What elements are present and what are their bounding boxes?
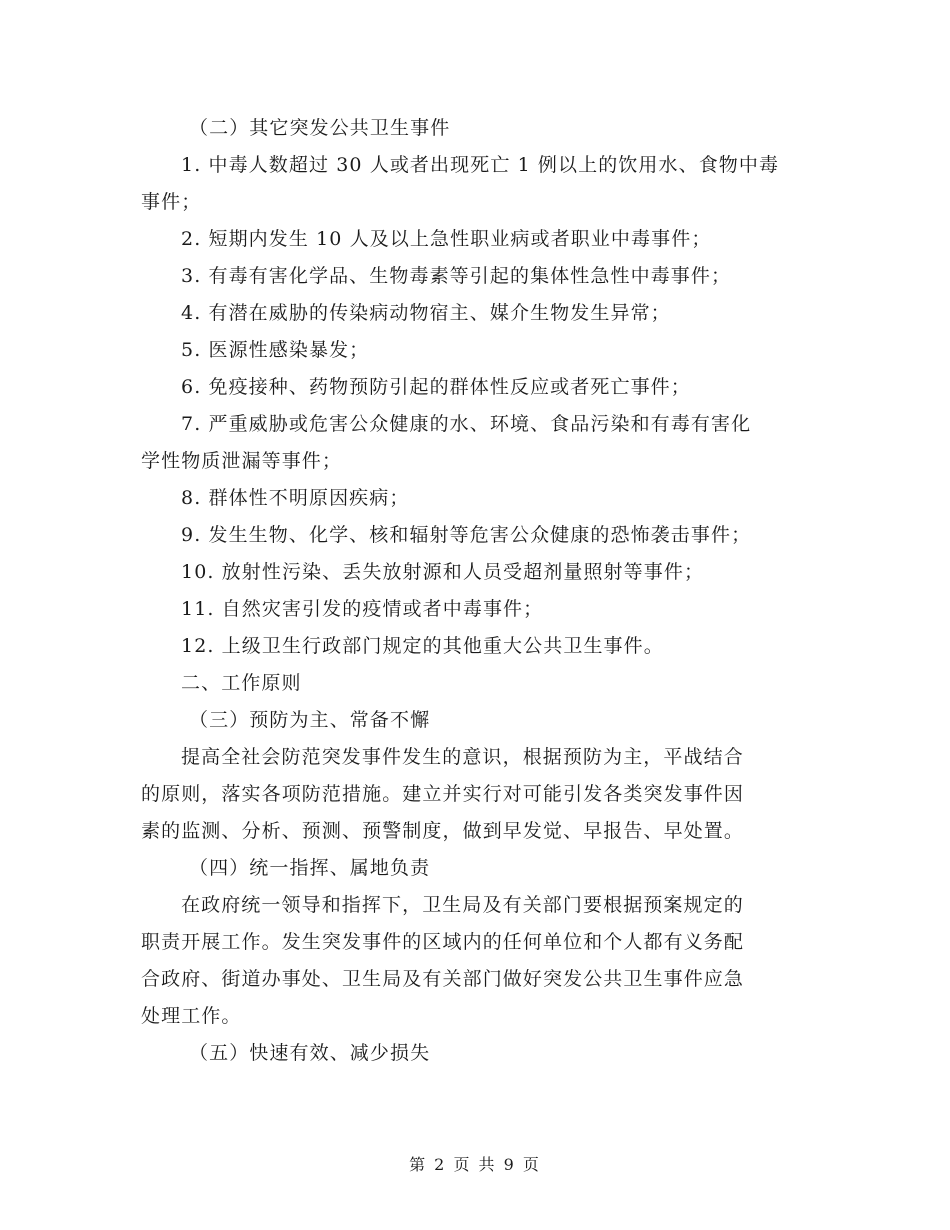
text-line: 10. 放射性污染、丢失放射源和人员受超剂量照射等事件； <box>181 561 705 583</box>
document-body <box>141 110 809 1072</box>
text-line: 处理工作。 <box>141 1005 242 1027</box>
text-line: 9. 发生生物、化学、核和辐射等危害公众健康的恐怖袭击事件； <box>181 524 752 546</box>
text-line: 2. 短期内发生 10 人及以上急性职业病或者职业中毒事件； <box>181 228 712 250</box>
text-line: （五）快速有效、减少损失 <box>189 1042 431 1064</box>
text-line: 1. 中毒人数超过 30 人或者出现死亡 1 例以上的饮用水、食物中毒 <box>181 154 780 176</box>
text-line: 12. 上级卫生行政部门规定的其他重大公共卫生事件。 <box>181 635 664 657</box>
text-line: 11. 自然灾害引发的疫情或者中毒事件； <box>181 598 544 620</box>
text-line: 3. 有毒有害化学品、生物毒素等引起的集体性急性中毒事件； <box>181 265 732 287</box>
text-line: 5. 医源性感染暴发； <box>181 339 370 361</box>
text-line: 职责开展工作。发生突发事件的区域内的任何单位和个人都有义务配 <box>141 931 745 953</box>
text-line: 事件； <box>141 191 202 213</box>
text-line: 学性物质泄漏等事件； <box>141 450 343 472</box>
text-line: （二）其它突发公共卫生事件 <box>189 117 451 139</box>
text-line: 6. 免疫接种、药物预防引起的群体性反应或者死亡事件； <box>181 376 691 398</box>
text-line: 7. 严重威胁或危害公众健康的水、环境、食品污染和有毒有害化 <box>181 413 752 435</box>
text-line: 8. 群体性不明原因疾病； <box>181 487 410 509</box>
text-line: （三）预防为主、常备不懈 <box>189 709 431 731</box>
text-line: 4. 有潜在威胁的传染病动物宿主、媒介生物发生异常； <box>181 302 671 324</box>
text-line: 合政府、街道办事处、卫生局及有关部门做好突发公共卫生事件应急 <box>141 968 745 990</box>
text-line: 的原则，落实各项防范措施。建立并实行对可能引发各类突发事件因 <box>141 783 745 805</box>
text-line: 提高全社会防范突发事件发生的意识，根据预防为主，平战结合 <box>181 746 744 768</box>
text-line: 二、工作原则 <box>181 672 302 694</box>
text-line: （四）统一指挥、属地负责 <box>189 857 431 879</box>
text-line: 素的监测、分析、预测、预警制度，做到早发觉、早报告、早处置。 <box>141 820 745 842</box>
page-footer: 第 2 页 共 9 页 <box>409 1155 541 1174</box>
text-line: 在政府统一领导和指挥下，卫生局及有关部门要根据预案规定的 <box>181 894 744 916</box>
